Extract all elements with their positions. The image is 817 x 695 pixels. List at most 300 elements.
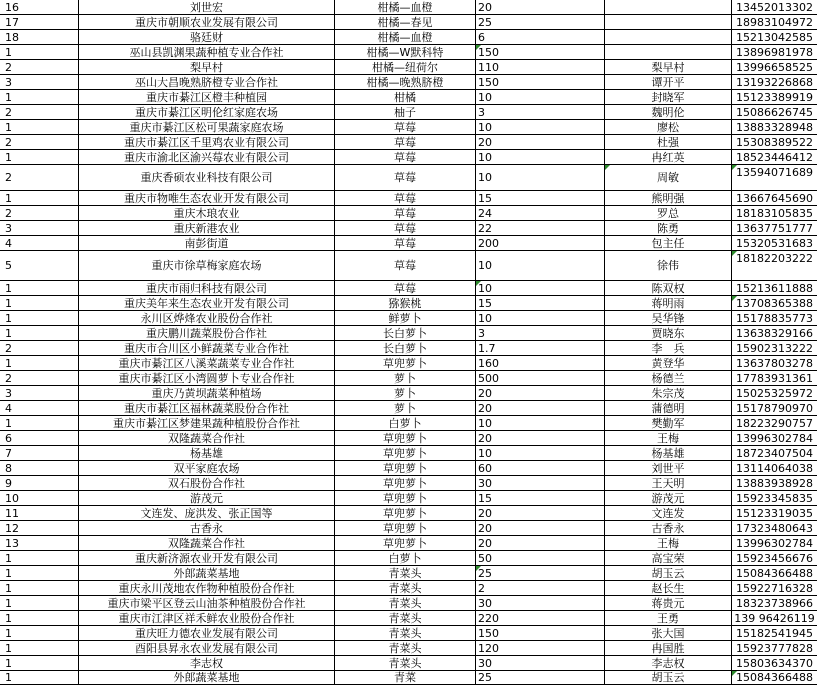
- cell-name[interactable]: [79, 356, 335, 370]
- cell-phone[interactable]: [732, 596, 817, 610]
- cell-contact[interactable]: [605, 491, 732, 505]
- cell-contact[interactable]: [605, 581, 732, 595]
- cell-qty[interactable]: [476, 251, 605, 280]
- cell-phone[interactable]: [732, 566, 817, 580]
- cell-phone[interactable]: [732, 326, 817, 340]
- cell-crop[interactable]: [335, 536, 476, 550]
- cell-no[interactable]: [0, 656, 79, 670]
- cell-name[interactable]: [79, 165, 335, 190]
- cell-text: 15178790970: [736, 402, 813, 415]
- cell-crop[interactable]: [335, 341, 476, 355]
- cell-phone[interactable]: [732, 626, 817, 640]
- cell-qty[interactable]: [476, 566, 605, 580]
- cell-contact[interactable]: [605, 416, 732, 430]
- cell-text: 160: [478, 357, 499, 370]
- cell-name[interactable]: [79, 461, 335, 475]
- cell-contact[interactable]: [605, 371, 732, 385]
- cell-contact[interactable]: [605, 191, 732, 205]
- cell-text: 16: [5, 1, 19, 14]
- cell-contact[interactable]: [605, 165, 732, 190]
- cell-text: 20: [478, 136, 492, 149]
- cell-contact[interactable]: [605, 75, 732, 89]
- cell-no[interactable]: [0, 401, 79, 415]
- cell-contact[interactable]: [605, 626, 732, 640]
- cell-name[interactable]: [79, 30, 335, 44]
- cell-qty[interactable]: [476, 656, 605, 670]
- cell-phone[interactable]: [732, 15, 817, 29]
- cell-text: 包主任: [651, 237, 685, 250]
- cell-crop[interactable]: [335, 206, 476, 220]
- cell-no[interactable]: [0, 236, 79, 250]
- cell-crop[interactable]: [335, 656, 476, 670]
- cell-phone[interactable]: [732, 90, 817, 104]
- cell-crop[interactable]: [335, 416, 476, 430]
- cell-phone[interactable]: [732, 45, 817, 59]
- cell-name[interactable]: [79, 581, 335, 595]
- cell-crop[interactable]: [335, 611, 476, 625]
- cell-qty[interactable]: [476, 476, 605, 490]
- cell-name[interactable]: [79, 311, 335, 325]
- cell-contact[interactable]: [605, 296, 732, 310]
- cell-contact[interactable]: [605, 326, 732, 340]
- cell-crop[interactable]: [335, 401, 476, 415]
- cell-no[interactable]: [0, 60, 79, 74]
- cell-name[interactable]: [79, 446, 335, 460]
- cell-phone[interactable]: [732, 206, 817, 220]
- cell-qty[interactable]: [476, 491, 605, 505]
- cell-qty[interactable]: [476, 165, 605, 190]
- cell-name[interactable]: [79, 506, 335, 520]
- cell-qty[interactable]: [476, 30, 605, 44]
- cell-contact[interactable]: [605, 311, 732, 325]
- cell-qty[interactable]: [476, 371, 605, 385]
- cell-phone[interactable]: [732, 431, 817, 445]
- cell-text: 双隆蔬菜合作社: [168, 432, 245, 445]
- cell-phone[interactable]: [732, 135, 817, 149]
- cell-no[interactable]: [0, 506, 79, 520]
- cell-name[interactable]: [79, 656, 335, 670]
- cell-qty[interactable]: [476, 45, 605, 59]
- cell-phone[interactable]: [732, 105, 817, 119]
- cell-phone[interactable]: [732, 341, 817, 355]
- cell-phone[interactable]: [732, 356, 817, 370]
- cell-phone[interactable]: [732, 386, 817, 400]
- cell-contact[interactable]: [605, 206, 732, 220]
- cell-contact[interactable]: [605, 120, 732, 134]
- cell-crop[interactable]: [335, 120, 476, 134]
- cell-contact[interactable]: [605, 446, 732, 460]
- cell-qty[interactable]: [476, 341, 605, 355]
- cell-no[interactable]: [0, 311, 79, 325]
- cell-contact[interactable]: [605, 521, 732, 535]
- cell-no[interactable]: [0, 491, 79, 505]
- cell-phone[interactable]: [732, 251, 817, 280]
- cell-qty[interactable]: [476, 536, 605, 550]
- cell-phone[interactable]: [732, 611, 817, 625]
- table-row: [0, 596, 817, 611]
- cell-text: 草莓: [394, 222, 416, 235]
- cell-qty[interactable]: [476, 641, 605, 655]
- cell-phone[interactable]: [732, 221, 817, 235]
- cell-crop[interactable]: [335, 326, 476, 340]
- cell-crop[interactable]: [335, 461, 476, 475]
- cell-crop[interactable]: [335, 105, 476, 119]
- cell-qty[interactable]: [476, 431, 605, 445]
- cell-no[interactable]: [0, 135, 79, 149]
- cell-no[interactable]: [0, 641, 79, 655]
- table-row: [0, 45, 817, 60]
- cell-contact[interactable]: [605, 45, 732, 59]
- cell-no[interactable]: [0, 596, 79, 610]
- cell-qty[interactable]: [476, 75, 605, 89]
- cell-text: 1: [5, 671, 12, 684]
- cell-text: 冉国胜: [651, 642, 685, 655]
- cell-contact[interactable]: [605, 536, 732, 550]
- cell-no[interactable]: [0, 90, 79, 104]
- cell-name[interactable]: [79, 566, 335, 580]
- cell-phone[interactable]: [732, 75, 817, 89]
- cell-phone[interactable]: [732, 150, 817, 164]
- cell-no[interactable]: [0, 120, 79, 134]
- cell-phone[interactable]: [732, 671, 817, 684]
- cell-qty[interactable]: [476, 296, 605, 310]
- cell-text: 15923345835: [736, 492, 813, 505]
- cell-qty[interactable]: [476, 416, 605, 430]
- cell-name[interactable]: [79, 491, 335, 505]
- cell-qty[interactable]: [476, 671, 605, 684]
- cell-text: 1: [5, 282, 12, 295]
- cell-contact[interactable]: [605, 0, 732, 14]
- cell-phone[interactable]: [732, 165, 817, 190]
- cell-qty[interactable]: [476, 0, 605, 14]
- cell-contact[interactable]: [605, 251, 732, 280]
- cell-crop[interactable]: [335, 506, 476, 520]
- cell-crop[interactable]: [335, 431, 476, 445]
- cell-no[interactable]: [0, 15, 79, 29]
- cell-crop[interactable]: [335, 581, 476, 595]
- cell-contact[interactable]: [605, 60, 732, 74]
- cell-crop[interactable]: [335, 251, 476, 280]
- cell-name[interactable]: [79, 296, 335, 310]
- cell-phone[interactable]: [732, 461, 817, 475]
- cell-contact[interactable]: [605, 341, 732, 355]
- cell-phone[interactable]: [732, 371, 817, 385]
- cell-crop[interactable]: [335, 90, 476, 104]
- cell-no[interactable]: [0, 30, 79, 44]
- cell-contact[interactable]: [605, 461, 732, 475]
- cell-phone[interactable]: [732, 446, 817, 460]
- cell-no[interactable]: [0, 296, 79, 310]
- cell-text: 萝卜: [394, 372, 416, 385]
- cell-contact[interactable]: [605, 476, 732, 490]
- cell-text: 7: [5, 447, 12, 460]
- cell-contact[interactable]: [605, 15, 732, 29]
- cell-contact[interactable]: [605, 386, 732, 400]
- cell-name[interactable]: [79, 90, 335, 104]
- cell-name[interactable]: [79, 191, 335, 205]
- cell-no[interactable]: [0, 536, 79, 550]
- cell-name[interactable]: [79, 611, 335, 625]
- cell-phone[interactable]: [732, 641, 817, 655]
- cell-phone[interactable]: [732, 416, 817, 430]
- cell-no[interactable]: [0, 75, 79, 89]
- cell-name[interactable]: [79, 0, 335, 14]
- cell-name[interactable]: [79, 431, 335, 445]
- cell-crop[interactable]: [335, 596, 476, 610]
- cell-no[interactable]: [0, 431, 79, 445]
- cell-crop[interactable]: [335, 371, 476, 385]
- cell-qty[interactable]: [476, 191, 605, 205]
- cell-no[interactable]: [0, 281, 79, 295]
- cell-phone[interactable]: [732, 30, 817, 44]
- cell-contact[interactable]: [605, 611, 732, 625]
- cell-name[interactable]: [79, 401, 335, 415]
- cell-qty[interactable]: [476, 446, 605, 460]
- cell-qty[interactable]: [476, 626, 605, 640]
- cell-crop[interactable]: [335, 191, 476, 205]
- cell-qty[interactable]: [476, 60, 605, 74]
- cell-name[interactable]: [79, 206, 335, 220]
- cell-qty[interactable]: [476, 581, 605, 595]
- cell-crop[interactable]: [335, 476, 476, 490]
- cell-no[interactable]: [0, 626, 79, 640]
- cell-name[interactable]: [79, 120, 335, 134]
- cell-text: 15320531683: [736, 237, 813, 250]
- cell-contact[interactable]: [605, 105, 732, 119]
- cell-name[interactable]: [79, 45, 335, 59]
- cell-no[interactable]: [0, 476, 79, 490]
- cell-qty[interactable]: [476, 120, 605, 134]
- cell-name[interactable]: [79, 60, 335, 74]
- cell-phone[interactable]: [732, 521, 817, 535]
- cell-contact[interactable]: [605, 150, 732, 164]
- cell-name[interactable]: [79, 105, 335, 119]
- cell-phone[interactable]: [732, 536, 817, 550]
- cell-contact[interactable]: [605, 566, 732, 580]
- cell-phone[interactable]: [732, 491, 817, 505]
- cell-no[interactable]: [0, 566, 79, 580]
- cell-text: 13883938928: [736, 477, 813, 490]
- cell-text: 15923777828: [736, 642, 813, 655]
- cell-contact[interactable]: [605, 401, 732, 415]
- cell-name[interactable]: [79, 416, 335, 430]
- cell-crop[interactable]: [335, 641, 476, 655]
- cell-qty[interactable]: [476, 311, 605, 325]
- cell-name[interactable]: [79, 15, 335, 29]
- cell-no[interactable]: [0, 165, 79, 190]
- cell-no[interactable]: [0, 150, 79, 164]
- cell-no[interactable]: [0, 521, 79, 535]
- cell-no[interactable]: [0, 105, 79, 119]
- cell-name[interactable]: [79, 281, 335, 295]
- cell-contact[interactable]: [605, 656, 732, 670]
- cell-crop[interactable]: [335, 60, 476, 74]
- cell-contact[interactable]: [605, 596, 732, 610]
- cell-qty[interactable]: [476, 326, 605, 340]
- cell-no[interactable]: [0, 206, 79, 220]
- cell-qty[interactable]: [476, 611, 605, 625]
- table-row: [0, 551, 817, 566]
- cell-crop[interactable]: [335, 671, 476, 684]
- cell-contact[interactable]: [605, 236, 732, 250]
- cell-no[interactable]: [0, 251, 79, 280]
- cell-text: 柑橘—W默科特: [366, 46, 444, 59]
- cell-name[interactable]: [79, 626, 335, 640]
- cell-no[interactable]: [0, 356, 79, 370]
- cell-name[interactable]: [79, 75, 335, 89]
- cell-no[interactable]: [0, 386, 79, 400]
- cell-name[interactable]: [79, 671, 335, 684]
- table-row: [0, 656, 817, 671]
- cell-name[interactable]: [79, 150, 335, 164]
- cell-text: 10: [478, 91, 492, 104]
- cell-name[interactable]: [79, 476, 335, 490]
- cell-crop[interactable]: [335, 281, 476, 295]
- cell-crop[interactable]: [335, 0, 476, 14]
- cell-qty[interactable]: [476, 135, 605, 149]
- cell-crop[interactable]: [335, 236, 476, 250]
- cell-crop[interactable]: [335, 165, 476, 190]
- cell-crop[interactable]: [335, 521, 476, 535]
- cell-crop[interactable]: [335, 30, 476, 44]
- cell-phone[interactable]: [732, 60, 817, 74]
- cell-qty[interactable]: [476, 90, 605, 104]
- cell-qty[interactable]: [476, 596, 605, 610]
- cell-text: 15084366488: [736, 671, 813, 684]
- cell-no[interactable]: [0, 446, 79, 460]
- cell-text: 10: [5, 492, 19, 505]
- cell-qty[interactable]: [476, 105, 605, 119]
- cell-contact[interactable]: [605, 221, 732, 235]
- cell-no[interactable]: [0, 326, 79, 340]
- cell-qty[interactable]: [476, 236, 605, 250]
- table-row: [0, 341, 817, 356]
- cell-name[interactable]: [79, 596, 335, 610]
- cell-crop[interactable]: [335, 150, 476, 164]
- cell-qty[interactable]: [476, 386, 605, 400]
- cell-name[interactable]: [79, 551, 335, 565]
- cell-name[interactable]: [79, 135, 335, 149]
- cell-crop[interactable]: [335, 45, 476, 59]
- cell-contact[interactable]: [605, 90, 732, 104]
- cell-no[interactable]: [0, 551, 79, 565]
- cell-qty[interactable]: [476, 150, 605, 164]
- cell-qty[interactable]: [476, 521, 605, 535]
- cell-crop[interactable]: [335, 221, 476, 235]
- cell-text: 1: [5, 297, 12, 310]
- cell-name[interactable]: [79, 326, 335, 340]
- cell-name[interactable]: [79, 236, 335, 250]
- cell-qty[interactable]: [476, 281, 605, 295]
- cell-qty[interactable]: [476, 15, 605, 29]
- cell-contact[interactable]: [605, 551, 732, 565]
- cell-crop[interactable]: [335, 491, 476, 505]
- cell-contact[interactable]: [605, 506, 732, 520]
- cell-no[interactable]: [0, 221, 79, 235]
- cell-contact[interactable]: [605, 671, 732, 684]
- cell-text: 3: [5, 222, 12, 235]
- cell-contact[interactable]: [605, 30, 732, 44]
- cell-crop[interactable]: [335, 551, 476, 565]
- cell-phone[interactable]: [732, 401, 817, 415]
- cell-text: 1: [5, 312, 12, 325]
- cell-no[interactable]: [0, 45, 79, 59]
- cell-no[interactable]: [0, 671, 79, 684]
- cell-no[interactable]: [0, 371, 79, 385]
- cell-text: 15: [478, 492, 492, 505]
- cell-contact[interactable]: [605, 135, 732, 149]
- cell-contact[interactable]: [605, 431, 732, 445]
- table-row: [0, 120, 817, 135]
- cell-phone[interactable]: [732, 656, 817, 670]
- cell-phone[interactable]: [732, 476, 817, 490]
- cell-name[interactable]: [79, 536, 335, 550]
- cell-crop[interactable]: [335, 566, 476, 580]
- cell-no[interactable]: [0, 0, 79, 14]
- cell-no[interactable]: [0, 611, 79, 625]
- cell-crop[interactable]: [335, 446, 476, 460]
- cell-name[interactable]: [79, 251, 335, 280]
- cell-no[interactable]: [0, 461, 79, 475]
- cell-contact[interactable]: [605, 356, 732, 370]
- cell-crop[interactable]: [335, 626, 476, 640]
- cell-name[interactable]: [79, 221, 335, 235]
- cell-qty[interactable]: [476, 221, 605, 235]
- cell-phone[interactable]: [732, 281, 817, 295]
- cell-name[interactable]: [79, 341, 335, 355]
- cell-name[interactable]: [79, 386, 335, 400]
- cell-text: 黄登华: [651, 357, 685, 370]
- cell-qty[interactable]: [476, 206, 605, 220]
- cell-phone[interactable]: [732, 296, 817, 310]
- cell-qty[interactable]: [476, 401, 605, 415]
- cell-phone[interactable]: [732, 120, 817, 134]
- cell-phone[interactable]: [732, 191, 817, 205]
- cell-text: 220: [478, 612, 499, 625]
- cell-qty[interactable]: [476, 356, 605, 370]
- cell-crop[interactable]: [335, 356, 476, 370]
- cell-qty[interactable]: [476, 506, 605, 520]
- cell-contact[interactable]: [605, 281, 732, 295]
- cell-phone[interactable]: [732, 311, 817, 325]
- cell-crop[interactable]: [335, 135, 476, 149]
- cell-no[interactable]: [0, 191, 79, 205]
- cell-name[interactable]: [79, 641, 335, 655]
- cell-phone[interactable]: [732, 0, 817, 14]
- cell-qty[interactable]: [476, 551, 605, 565]
- cell-phone[interactable]: [732, 506, 817, 520]
- cell-phone[interactable]: [732, 236, 817, 250]
- cell-no[interactable]: [0, 341, 79, 355]
- cell-text: 13637803278: [736, 357, 813, 370]
- cell-crop[interactable]: [335, 75, 476, 89]
- cell-no[interactable]: [0, 416, 79, 430]
- cell-crop[interactable]: [335, 311, 476, 325]
- cell-contact[interactable]: [605, 641, 732, 655]
- cell-phone[interactable]: [732, 581, 817, 595]
- cell-crop[interactable]: [335, 296, 476, 310]
- cell-no[interactable]: [0, 581, 79, 595]
- cell-text: 13667645690: [736, 192, 813, 205]
- cell-crop[interactable]: [335, 386, 476, 400]
- cell-text: 重庆木琅农业: [173, 207, 240, 220]
- cell-name[interactable]: [79, 521, 335, 535]
- cell-name[interactable]: [79, 371, 335, 385]
- cell-qty[interactable]: [476, 461, 605, 475]
- cell-phone[interactable]: [732, 551, 817, 565]
- cell-text: 徐伟: [657, 259, 679, 272]
- cell-crop[interactable]: [335, 15, 476, 29]
